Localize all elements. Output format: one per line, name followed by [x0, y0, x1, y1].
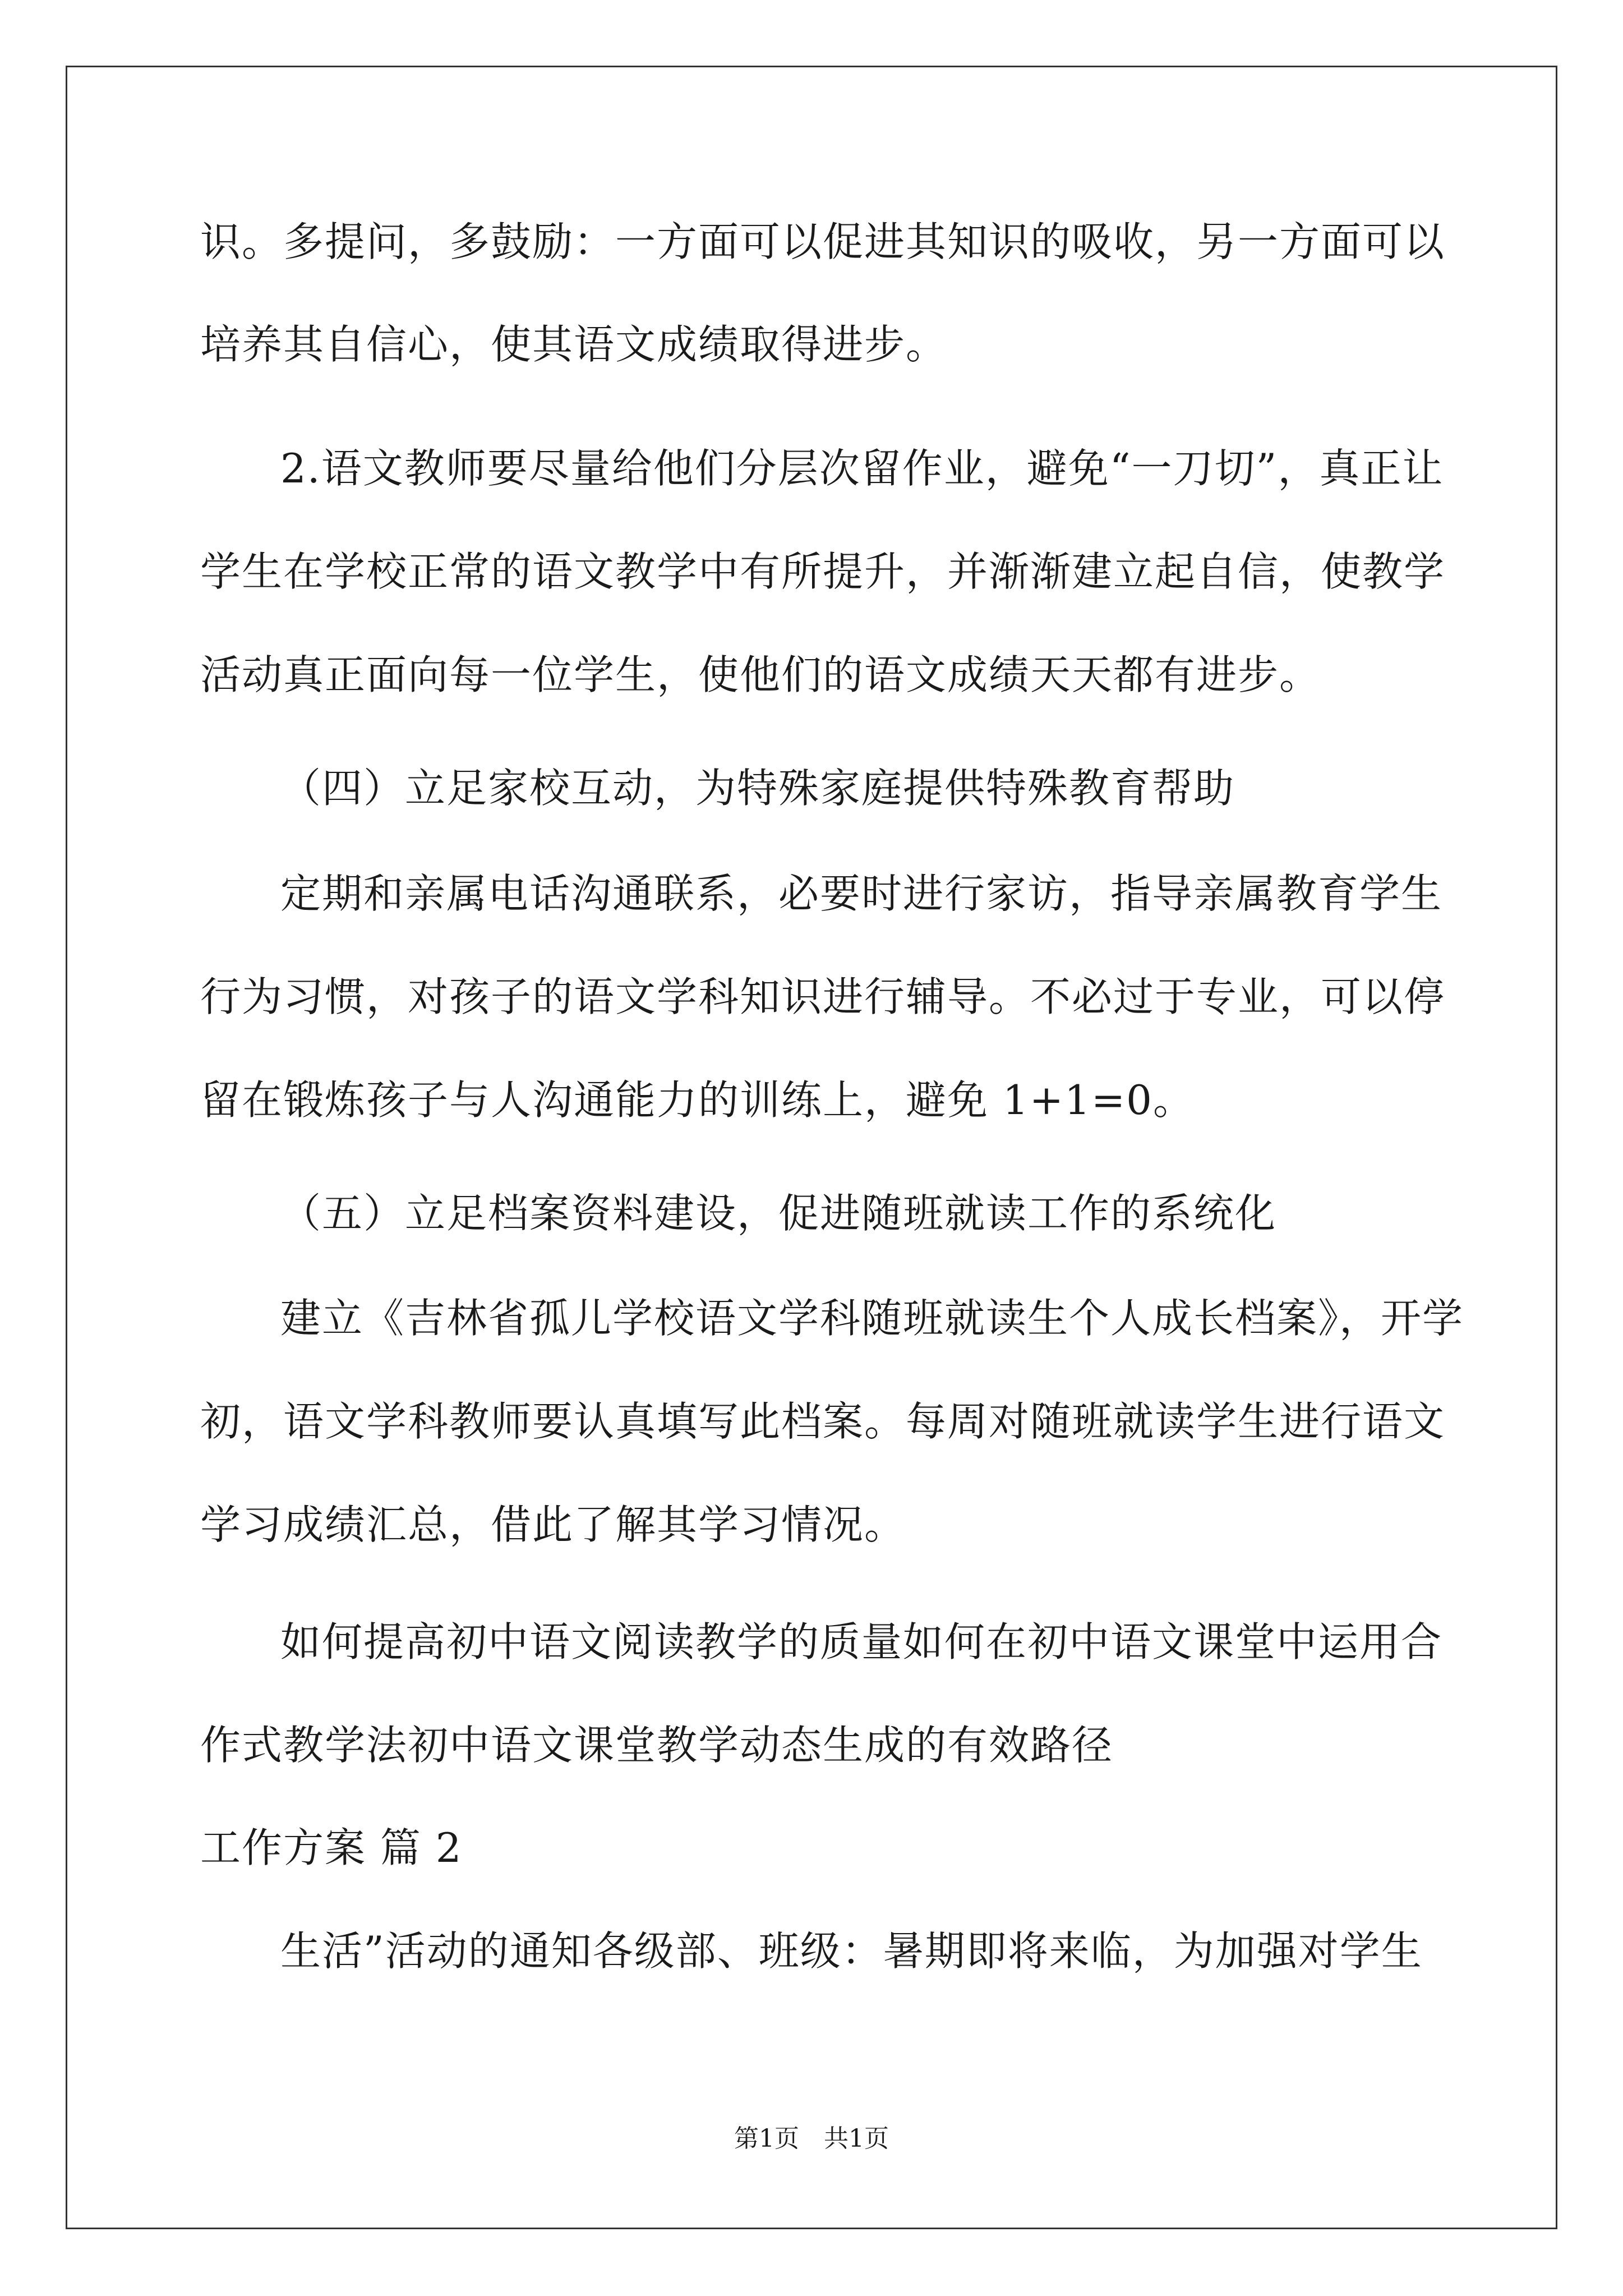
text-line: 学习成绩汇总，借此了解其学习情况。	[200, 1501, 906, 1548]
section-heading: （四）立足家校互动，为特殊家庭提供特殊教育帮助	[280, 765, 1235, 812]
text-line: 定期和亲属电话沟通联系，必要时进行家访，指导亲属教育学生	[280, 870, 1443, 917]
page-footer: 第1页 共1页	[734, 2124, 889, 2153]
text-line: 生活”活动的通知各级部、班级：暑期即将来临，为加强对学生	[280, 1927, 1423, 1975]
text-line: 作式教学法初中语文课堂教学动态生成的有效路径	[200, 1722, 1114, 1769]
page-border	[66, 66, 1557, 2229]
text-line: 行为习惯，对孩子的语文学科知识进行辅导。不必过于专业，可以停	[200, 973, 1446, 1020]
text-line: 如何提高初中语文阅读教学的质量如何在初中语文课堂中运用合	[280, 1618, 1443, 1665]
text-line: 2.语文教师要尽量给他们分层次留作业，避免“一刀切”，真正让	[280, 445, 1444, 492]
section-heading: （五）立足档案资料建设，促进随班就读工作的系统化	[280, 1190, 1277, 1237]
text-line: 培养其自信心，使其语文成绩取得进步。	[200, 321, 948, 368]
text-line: 初，语文学科教师要认真填写此档案。每周对随班就读学生进行语文	[200, 1398, 1446, 1445]
text-line: 留在锻炼孩子与人沟通能力的训练上，避免 1+1=0。	[200, 1076, 1195, 1124]
text-line: 识。多提问，多鼓励：一方面可以促进其知识的吸收，另一方面可以	[200, 218, 1446, 265]
text-line: 学生在学校正常的语文教学中有所提升，并渐渐建立起自信，使教学	[200, 548, 1446, 595]
section-title: 工作方案 篇 2	[200, 1824, 463, 1871]
text-line: 活动真正面向每一位学生，使他们的语文成绩天天都有进步。	[200, 651, 1321, 698]
text-line: 建立《吉林省孤儿学校语文学科随班就读生个人成长档案》，开学	[280, 1295, 1464, 1342]
